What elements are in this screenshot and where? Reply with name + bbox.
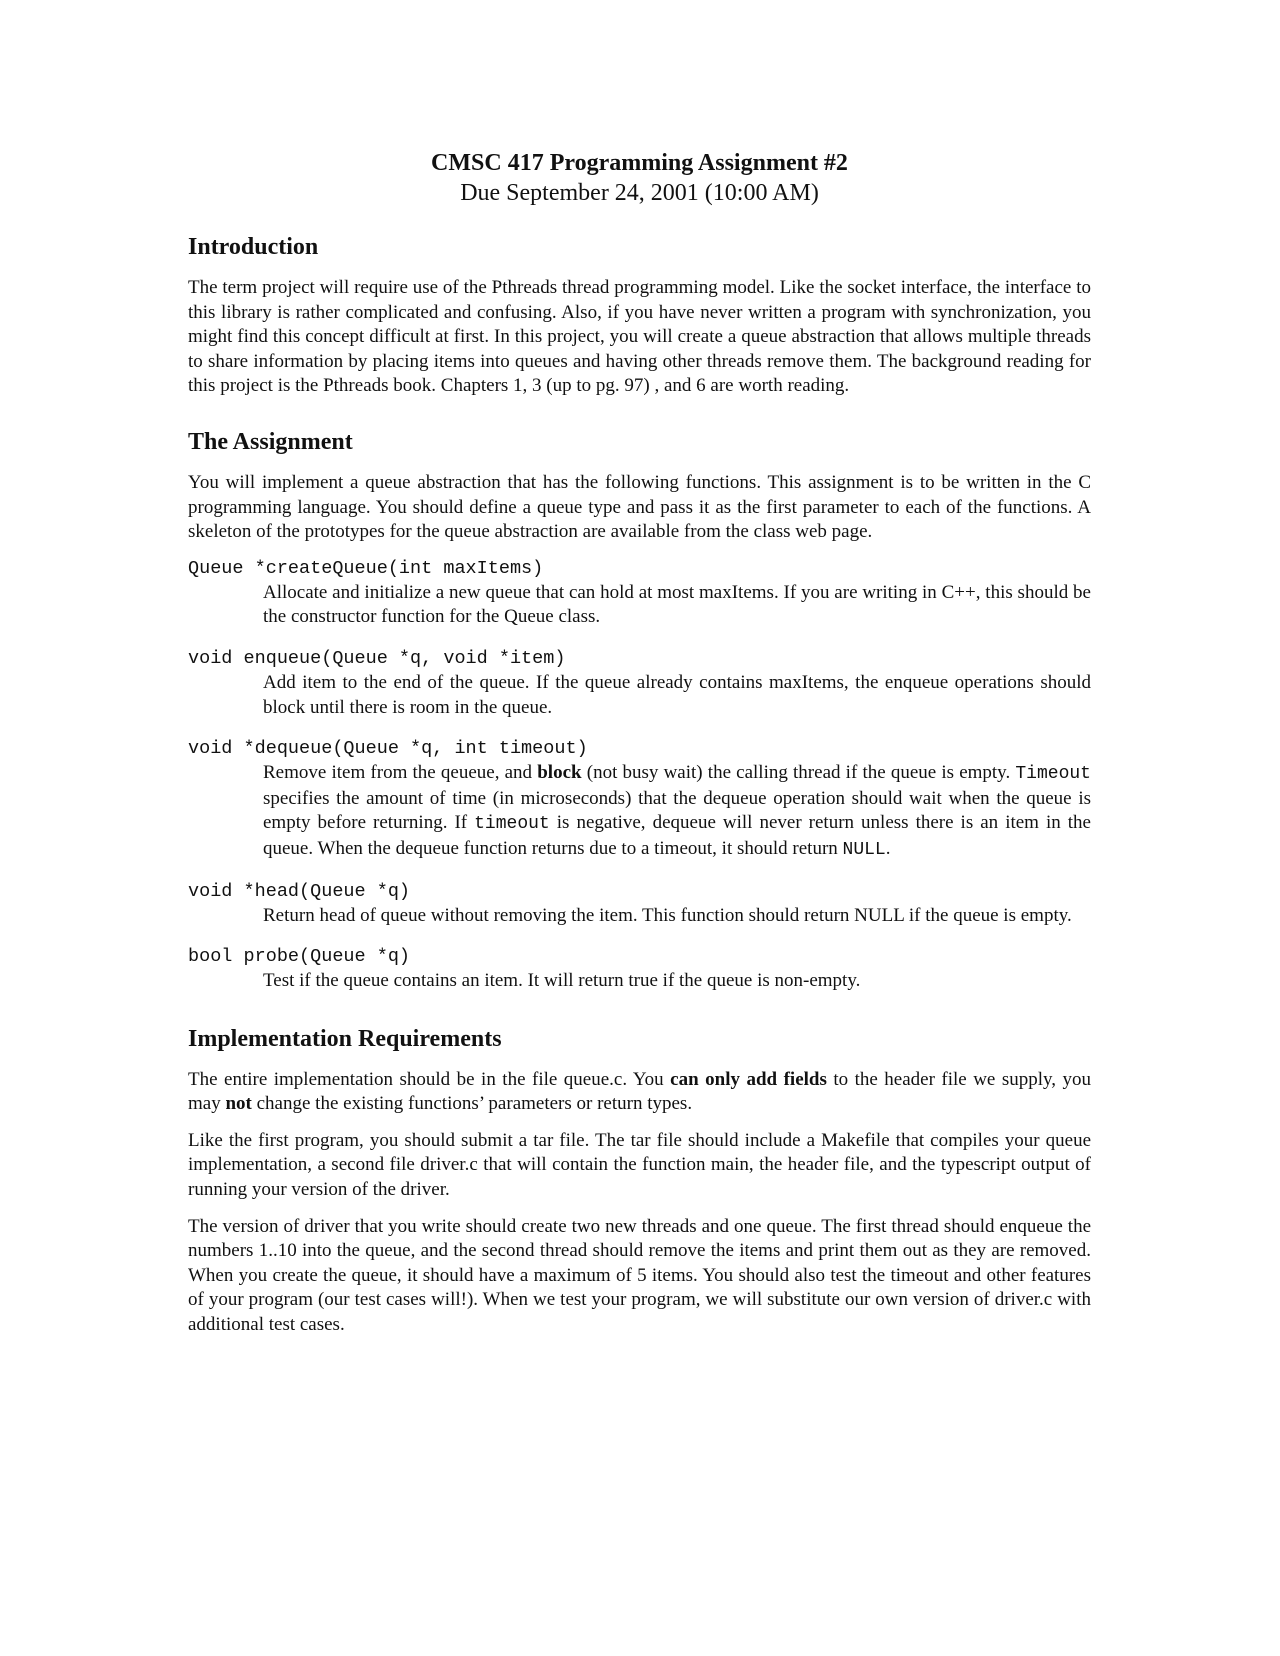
function-signature: Queue *createQueue(int maxItems) [188,557,544,579]
implementation-paragraph-1: The entire implementation should be in the file queue.c. You can only add fields to the header file we supply, you may not change the existing functions’ parameters or return types. [188,1068,1092,1115]
due-date: Due September 24, 2001 (10:00 AM) [460,180,819,206]
implementation-paragraph-3: The version of driver that you write should create two new threads and one queue. The first thread should enqueue the numbers 1..10 into the queue, and the second thread should remove the items and print them out as they are removed. When you create the queue, it should have a maximum of 5 items. You should also test the timeout and other features of your program (our test cases will!). When we test your program, we will substitute our own version of driver.c with additional test cases. [188,1215,1091,1336]
document-title: CMSC 417 Programming Assignment #2 [431,150,848,176]
title-block [188,148,1091,208]
introduction-heading: Introduction [188,234,319,260]
function-description: Return head of queue without removing the item. This function should return NULL if the queue is empty. [263,904,1072,926]
implementation-heading: Implementation Requirements [188,1025,502,1052]
implementation-paragraph-2: Like the first program, you should submit a tar file. The tar file should include a Makefile that compiles your queue implementation, a second file driver.c that will contain the function main, the header file, and the typescript output of running your version of the driver. [188,1129,1091,1201]
function-description: Remove item from the qeueue, and block (not busy wait) the calling thread if the queue is empty. Timeout specifies the amount of time (in microseconds) that the dequeue operation should wait when the queue is empty before returning. If timeout is negative, dequeue will never return unless there is an item in the queue. When the dequeue function returns due to a timeout, it should return NULL. [263,762,1091,860]
function-signature: bool probe(Queue *q) [188,946,411,968]
function-head [188,880,1091,929]
function-list [188,557,1091,994]
function-create-queue [188,557,1091,630]
document-page [188,148,1091,1338]
function-probe [188,945,1091,994]
assignment-heading: The Assignment [188,428,353,455]
function-description: Allocate and initialize a new queue that can hold at most maxItems. If you are writing in C++, this should be the constructor function for the Queue class. [263,581,1091,628]
function-signature: void *dequeue(Queue *q, int timeout) [188,738,588,760]
function-enqueue [188,647,1091,720]
function-signature: void *head(Queue *q) [188,880,411,902]
function-description: Test if the queue contains an item. It will return true if the queue is non-empty. [263,970,861,992]
function-description: Add item to the end of the queue. If the queue already contains maxItems, the enqueue operations should block until there is room in the queue. [263,671,1091,718]
introduction-paragraph: The term project will require use of the Pthreads thread programming model. Like the socket interface, the interface to this library is rather complicated and confusing. Also, if you have never written a program with synchronization, you might find this concept difficult at first. In this project, you will create a queue abstraction that allows multiple threads to share information by placing items into queues and having other threads remove them. The background reading for this project is the Pthreads book. Chapters 1, 3 (up to pg. 97) , and 6 are worth reading. [188,277,1091,397]
assignment-paragraph: You will implement a queue abstraction that has the following functions. This assignment is to be written in the C programming language. You should define a queue type and pass it as the first parameter to each of the functions. A skeleton of the prototypes for the queue abstraction are available from the class web page. [188,471,1091,543]
function-dequeue [188,737,1091,862]
function-signature: void enqueue(Queue *q, void *item) [188,647,566,669]
